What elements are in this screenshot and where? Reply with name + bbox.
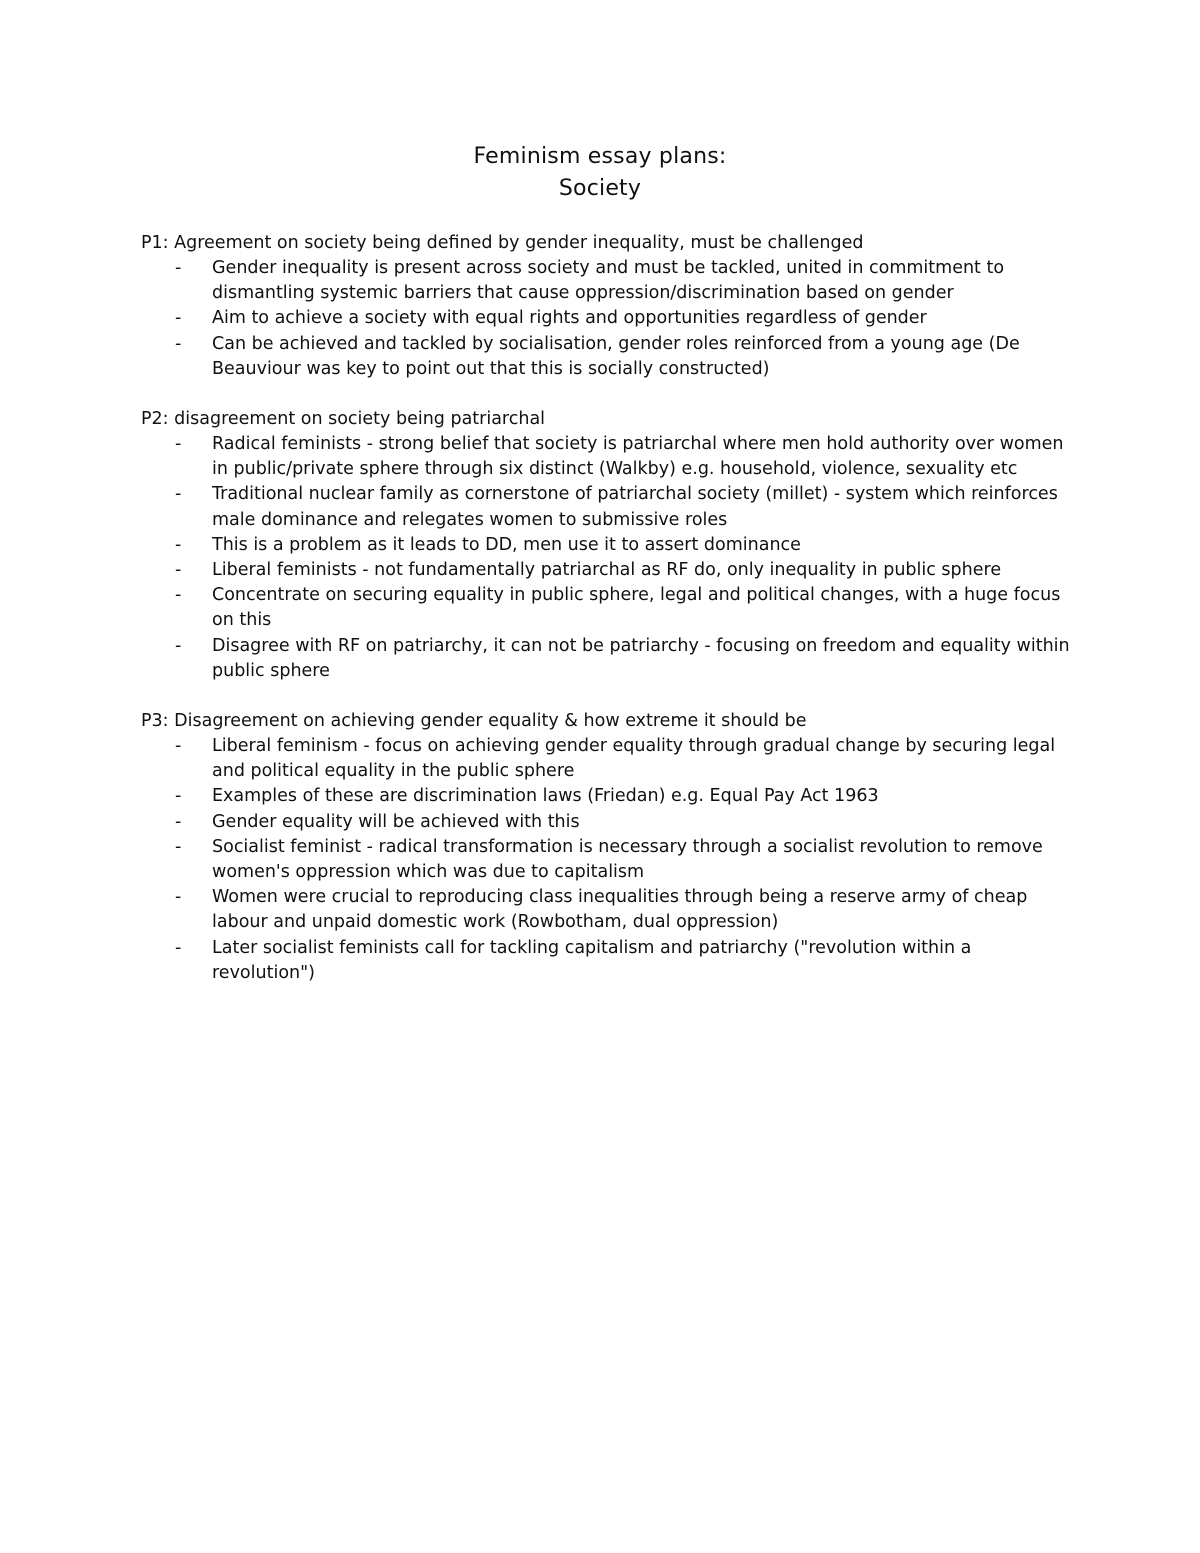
list-item-text: Later socialist feminists call for tackling capitalism and patriarchy ("revolution within a revolution") [212,937,972,983]
list-item [141,482,1071,532]
dash-bullet-icon: - [175,937,182,958]
list-item-text: Radical feminists - strong belief that society is patriarchal where men hold authority over women in public/private sphere through six distinct (Walkby) e.g. household, violence, sexuality etc [212,434,1064,480]
list-item-text: Aim to achieve a society with equal rights and opportunities regardless of gender [212,308,927,329]
list-item-text: Socialist feminist - radical transformation is necessary through a socialist revolution to remove women's oppression which was due to capitalism [212,836,1043,883]
list-item-text: Examples of these are discrimination laws (Friedan) e.g. Equal Pay Act 1963 [212,786,879,807]
dash-bullet-icon: - [175,534,182,555]
list-item [141,810,1071,835]
dash-bullet-icon: - [175,308,182,329]
bullet-list [141,734,1071,986]
list-item [141,734,1071,784]
list-item [141,533,1071,558]
list-item-text: Liberal feminists - not fundamentally patriarchal as RF do, only inequality in public sphere [212,560,1002,581]
section-heading: P2: disagreement on society being patriarchal [141,409,546,430]
dash-bullet-icon: - [175,635,182,656]
list-item-text: Liberal feminism - focus on achieving gender equality through gradual change by securing legal and political equality in the public sphere [212,736,1056,782]
list-item [141,634,1071,684]
dash-bullet-icon: - [175,333,182,354]
dash-bullet-icon: - [175,887,182,908]
list-item [141,332,1071,382]
title-block [0,141,1200,205]
dash-bullet-icon: - [175,434,182,455]
dash-bullet-icon: - [175,811,182,832]
essay-section-p3 [141,709,1071,986]
list-item-text: Can be achieved and tackled by socialisation, gender roles reinforced from a young age (De Beauviour was key to point out that this is socially constructed) [212,333,1020,379]
list-item-text: Disagree with RF on patriarchy, it can not be patriarchy - focusing on freedom and equality within public sphere [212,635,1070,681]
dash-bullet-icon: - [175,560,182,581]
essay-plan-content [141,231,1071,1011]
list-item [141,835,1071,885]
list-item [141,306,1071,331]
list-item-text: Gender equality will be achieved with this [212,811,580,832]
page-subtitle: Society [558,176,642,201]
list-item [141,936,1071,986]
dash-bullet-icon: - [175,484,182,505]
dash-bullet-icon: - [175,786,182,807]
list-item [141,558,1071,583]
essay-section-p2 [141,407,1071,684]
section-heading: P3: Disagreement on achieving gender equality & how extreme it should be [141,711,807,732]
dash-bullet-icon: - [175,736,182,757]
bullet-list [141,256,1071,382]
essay-section-p1 [141,231,1071,382]
dash-bullet-icon: - [175,585,182,606]
list-item [141,432,1071,482]
dash-bullet-icon: - [175,836,182,857]
list-item-text: Concentrate on securing equality in public sphere, legal and political changes, with a huge focus on this [212,585,1061,631]
page-title: Feminism essay plans: [473,144,727,169]
list-item-text: Women were crucial to reproducing class inequalities through being a reserve army of cheap labour and unpaid domestic work (Rowbotham, dual oppression) [212,887,1028,933]
list-item-text: Traditional nuclear family as cornerstone of patriarchal society (millet) - system which reinforces male dominance and relegates women to submissive roles [212,484,1058,530]
list-item [141,885,1071,935]
list-item-text: Gender inequality is present across society and must be tackled, united in commitment to dismantling systemic barriers that cause oppression/discrimination based on gender [212,258,1005,304]
bullet-list [141,432,1071,684]
dash-bullet-icon: - [175,258,182,278]
list-item [141,256,1071,306]
list-item [141,784,1071,809]
section-heading: P1: Agreement on society being defined by gender inequality, must be challenged [141,233,864,253]
list-item-text: This is a problem as it leads to DD, men use it to assert dominance [212,534,801,555]
list-item [141,583,1071,633]
